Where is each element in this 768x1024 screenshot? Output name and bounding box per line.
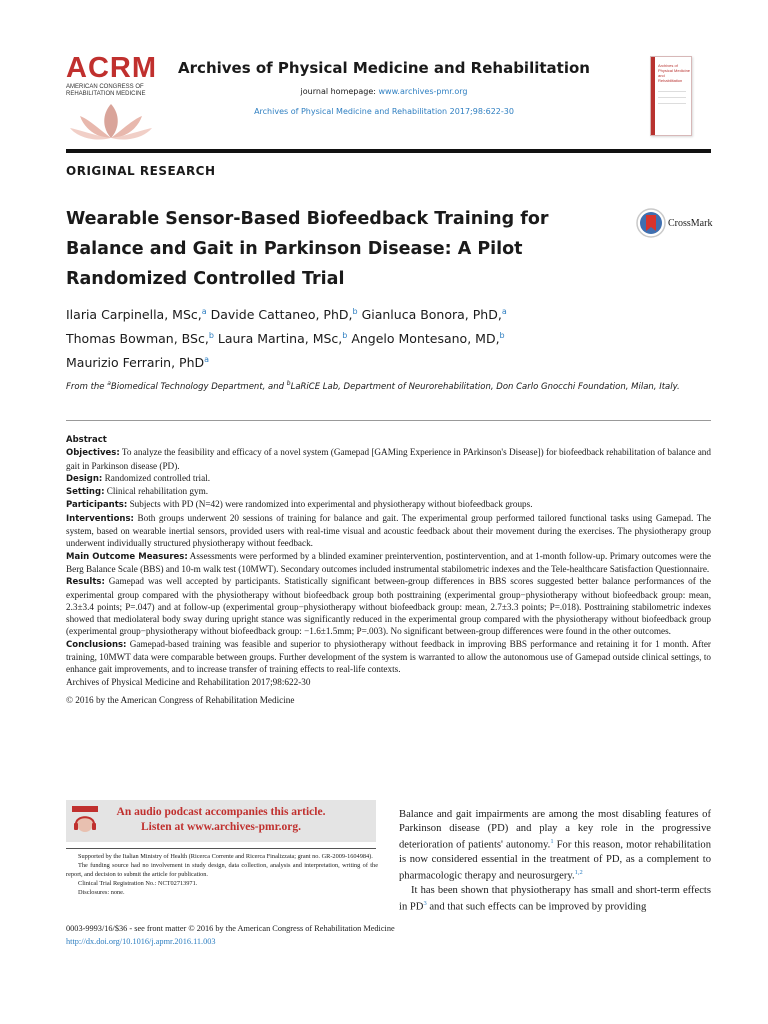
author: Laura Martina, MSc,$^b$ [217, 331, 348, 347]
abstract-setting: Setting: Clinical rehabilitation gym. [66, 486, 209, 498]
footnote-funding: The funding source had no involvement in study design, data collection, analysis and interpretation, writing of the report, and decision to submit the article for publication. [66, 862, 378, 878]
crossmark-badge[interactable] [636, 208, 712, 238]
homepage-link[interactable]: www.archives-pmr.org [378, 87, 468, 96]
affiliations: From the $^a$Biomedical Technology Department, and $^b$LaRiCE Lab, Department of Neurorehabilitation, Don Carlo Gnocchi Foundation, Milan, Italy. [66, 380, 680, 392]
abstract-rule [66, 420, 711, 421]
footnote-trial: Clinical Trial Registration No.: NCT02713971. [78, 880, 198, 887]
article-title: Wearable Sensor-Based Biofeedback Training for Balance and Gait in Parkinson Disease: A Pilot Randomized Controlled Trial [66, 209, 549, 289]
podcast-banner[interactable] [66, 800, 376, 842]
abstract-design: Design: Randomized controlled trial. [66, 472, 211, 484]
footnote-disclosures: Disclosures: none. [78, 889, 125, 896]
footnote-support: Supported by the Italian Ministry of Health (Ricerca Corrente and Ricerca Finalizzata; grant no. GR-2009-1604984). [78, 853, 373, 860]
abstract-citation: Archives of Physical Medicine and Rehabilitation 2017;98:622-30 [66, 676, 311, 687]
podcast-line-1: An audio podcast accompanies this article. [116, 806, 326, 818]
abstract-interventions: Interventions: Both groups underwent 20 sessions of training for balance and gait. The experimental group performed tailored functional tasks using Gamepad. The system, based on wearable inertial sensors, provided users with real-time visual and acoustic feedback about their movement during the exercises. The physiotherapy group underwent individually structured physiotherapy without feedback. [66, 512, 711, 549]
author: Gianluca Bonora, PhD,$^a$ [361, 307, 507, 323]
abstract-objectives: Objectives: To analyze the feasibility and efficacy of a novel system (Gamepad [GAMing Experience in PArkinson's Disease]) for biofeedback rehabilitation of balance and gait in Parkinson disease (PD). [66, 447, 711, 471]
footnote-rule [66, 848, 376, 849]
footnotes [66, 848, 378, 897]
author: Davide Cattaneo, PhD,$^b$ [210, 307, 358, 323]
body-paragraph: Balance and gait impairments are among the most disabling features of Parkinson disease (PD) and play a key role in the progressive deterioration of patients' autonomy.$^1$ For this reason, motor rehabilitation is now considered essential in the treatment of PD, as a complement to pharmacologic therapy and neurosurgery.$^{1,2}$ [399, 809, 711, 882]
podcast-line-2[interactable]: Listen at www.archives-pmr.org. [140, 821, 302, 833]
homepage-label: journal homepage: [300, 87, 379, 96]
author: Thomas Bowman, BSc,$^b$ [66, 331, 214, 347]
podcast-text [66, 805, 376, 835]
body-paragraph: It has been shown that physiotherapy has small and short-term effects in $PD^3$ and that such effects can be improved by providing [399, 884, 711, 913]
abstract-participants: Participants: Subjects with PD (N=42) were randomized into experimental and physiotherapy without biofeedback groups. [66, 499, 533, 511]
cover-title: Archives of Physical Medicine and Rehabilitation [658, 63, 691, 83]
journal-citation-link[interactable]: Archives of Physical Medicine and Rehabilitation 2017;98:622-30 [254, 107, 514, 116]
cover-spine [651, 57, 655, 135]
section-label: ORIGINAL RESEARCH [66, 164, 216, 178]
cover-line [658, 103, 686, 104]
cover-line [658, 91, 686, 92]
author: Ilaria Carpinella, MSc,$^a$ [66, 307, 207, 323]
logo-subtitle-line-2: REHABILITATION MEDICINE [66, 91, 146, 97]
logo-text: ACRM [66, 52, 157, 84]
abstract-copyright: © 2016 by the American Congress of Rehabilitation Medicine [66, 694, 295, 705]
abstract-results: Results: Gamepad was well accepted by participants. Statistically significant between-group differences in BBS scores suggested better balance performances of the experimental group compared with the physiotherapy without biofeedback group both posttraining (experimental group−physiotherapy without biofeedback group: mean, 2.3±3.4 points; P=.047) and at follow-up (experimental group−physiotherapy without biofeedback group: mean, 2.7±3.3 points; P=.018). Posttraining stabilometric indexes showed that mediolateral body sway during upright stance was significantly reduced in the experimental group compared with the physiotherapy without biofeedback group (experimental group−physiotherapy without biofeedback group: −1.6±1.5mm; P=.003). No significant between-group differences were found in the other outcomes. [66, 576, 711, 637]
journal-cover-thumbnail [650, 56, 692, 136]
abstract-conclusions: Conclusions: Gamepad-based training was feasible and superior to physiotherapy without feedback in improving BBS performance and retaining it for 1 month. After training, 10MWT data were comparable between groups. Further development of the system is warranted to allow the autonomous use of Gamepad outside clinical settings, to enhance gait improvements, and to increase transfer of training effects to real-life contexts. [66, 638, 711, 675]
author: Angelo Montesano, MD,$^b$ [351, 331, 505, 347]
abstract-heading: Abstract [66, 435, 107, 445]
crossmark-icon [636, 208, 666, 238]
crossmark-label: CrossMark [668, 217, 713, 229]
cover-line [658, 97, 686, 98]
journal-title: Archives of Physical Medicine and Rehabilitation [178, 59, 590, 77]
author-list [66, 301, 666, 373]
body-text [399, 808, 711, 915]
doi-link[interactable]: http://dx.doi.org/10.1016/j.apmr.2016.11.003 [66, 937, 216, 946]
author: Maurizio Ferrarin, PhD$^a$ [66, 355, 210, 371]
logo-subtitle-line-1: AMERICAN CONGRESS OF [66, 84, 144, 90]
abstract-outcome-measures: Main Outcome Measures: Assessments were performed by a blinded examiner preintervention, postintervention, and at 1-month follow-up. Primary outcomes were the Berg Balance Scale (BBS) and 10-m walk test (10MWT). Secondary outcomes included instrumental stabilometric indexes and the Tele-healthcare Satisfaction Questionnaire. [66, 550, 711, 574]
abstract [66, 434, 711, 706]
issn-line: 0003-9993/16/$36 - see front matter © 2016 by the American Congress of Rehabilitation Medicine [66, 924, 395, 933]
header-rule [66, 149, 711, 153]
